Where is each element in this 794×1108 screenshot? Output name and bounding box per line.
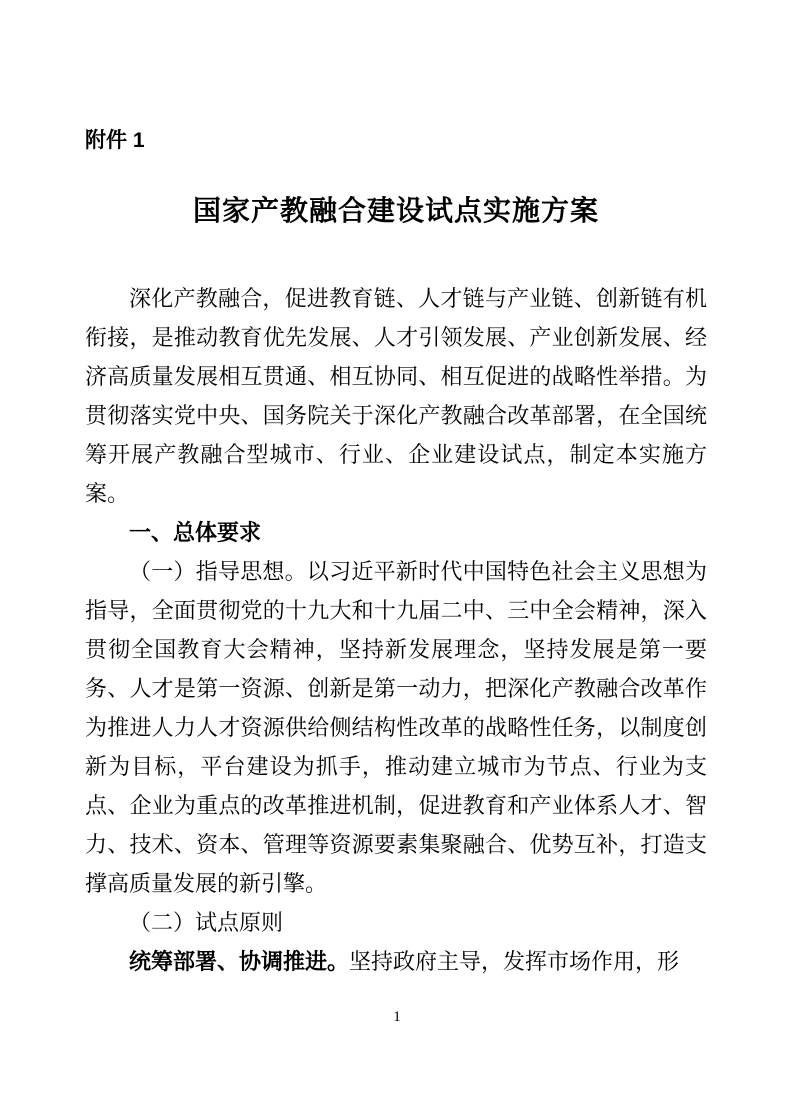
document-body [85, 279, 707, 981]
principle-1-lead: 统筹部署、协调推进。 [129, 949, 350, 974]
guiding-ideology-text: 以习近平新时代中国特色社会主义思想为指导，全面贯彻党的十九大和十九届二中、三中全会精神，深入贯彻全国教育大会精神，坚持新发展理念，坚持发展是第一要务、人才是第一资源、创新是第一动力，把深化产教融合改革作为推进人力人才资源供给侧结构性改革的战略性任务，以制度创新为目标，平台建设为抓手，推动建立城市为节点、行业为支点、企业为重点的改革推进机制，促进教育和产业体系人才、智力、技术、资本、管理等资源要素集聚融合、优势互补，打造支撑高质量发展的新引擎。 [85, 559, 707, 896]
principle-1-text: 坚持政府主导，发挥市场作用，形 [349, 949, 680, 974]
principle-1-paragraph [85, 942, 707, 981]
document-title: 国家产教融合建设试点实施方案 [192, 196, 599, 227]
section-1-heading: 一、总体要求 [129, 520, 262, 545]
guiding-ideology-paragraph [85, 552, 707, 903]
attachment-label: 附件 1 [85, 129, 145, 152]
intro-paragraph: 深化产教融合，促进教育链、人才链与产业链、创新链有机衔接，是推动教育优先发展、人才引领发展、产业创新发展、经济高质量发展相互贯通、相互协同、相互促进的战略性举措。为贯彻落实党中央、国务院关于深化产教融合改革部署，在全国统筹开展产教融合型城市、行业、企业建设试点，制定本实施方案。 [85, 286, 707, 506]
guiding-ideology-lead: （一）指导思想。 [129, 559, 307, 584]
pilot-principles-heading: （二）试点原则 [129, 910, 284, 935]
page-number: 1 [393, 1009, 401, 1025]
